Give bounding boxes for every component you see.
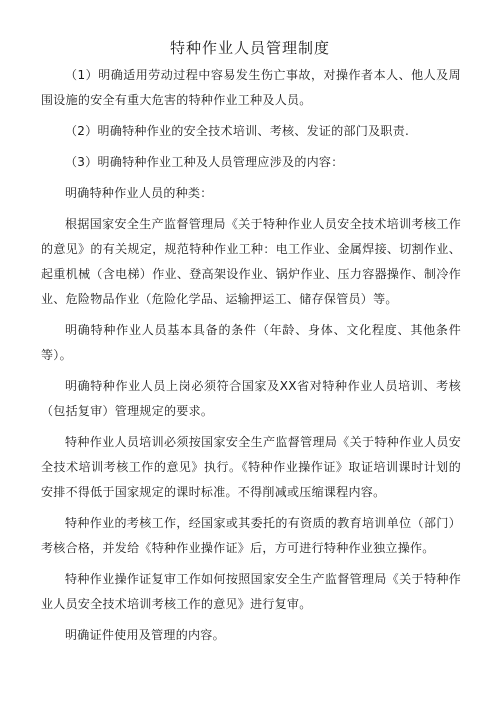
paragraph-10: 特种作业操作证复审工作如何按照国家安全生产监督管理局《关于特种作业人员安全技术培训考核工作的意见》进行复审。: [41, 572, 461, 611]
paragraph-4: 明确特种作业人员的种类：: [65, 186, 213, 200]
paragraph-5: 根据国家安全生产监督管理局《关于特种作业人员安全技术培训考核工作的意见》的有关规定，规范特种作业工种：电工作业、金属焊接、切割作业、起重机械（含电梯）作业、登高架设作业、锅炉作业、压力容器操作、制冷作业、危险物品作业（危险化学品、运输押运工、储存保管员）等。: [41, 217, 461, 306]
paragraph-7: 明确特种作业人员上岗必须符合国家及XX省对特种作业人员培训、考核（包括复审）管理规定的要求。: [41, 379, 461, 418]
document-title: 特种作业人员管理制度: [169, 39, 330, 57]
paragraph-8: 特种作业人员培训必须按国家安全生产监督管理局《关于特种作业人员安全技术培训考核工作的意见》执行。《特种作业操作证》取证培训课时计划的安排不得低于国家规定的课时标准。不得削减或压缩课程内容。: [41, 435, 461, 499]
paragraph-3: （3）明确特种作业工种及人员管理应涉及的内容：: [65, 155, 344, 169]
paragraph-2: （2）明确特种作业的安全技术培训、考核、发证的部门及职责.: [65, 124, 410, 138]
paragraph-6: 明确特种作业人员基本具备的条件（年龄、身体、文化程度、其他条件等）。: [41, 323, 461, 362]
paragraph-1: （1）明确适用劳动过程中容易发生伤亡事故，对操作者本人、他人及周围设施的安全有重大危害的特种作业工种及人员。: [41, 68, 461, 107]
document-body: [41, 63, 461, 648]
paragraph-9: 特种作业的考核工作，经国家或其委托的有资质的教育培训单位（部门）考核合格，并发给《特种作业操作证》后，方可进行特种作业独立操作。: [41, 516, 461, 555]
paragraph-11: 明确证件使用及管理的内容。: [65, 628, 225, 642]
